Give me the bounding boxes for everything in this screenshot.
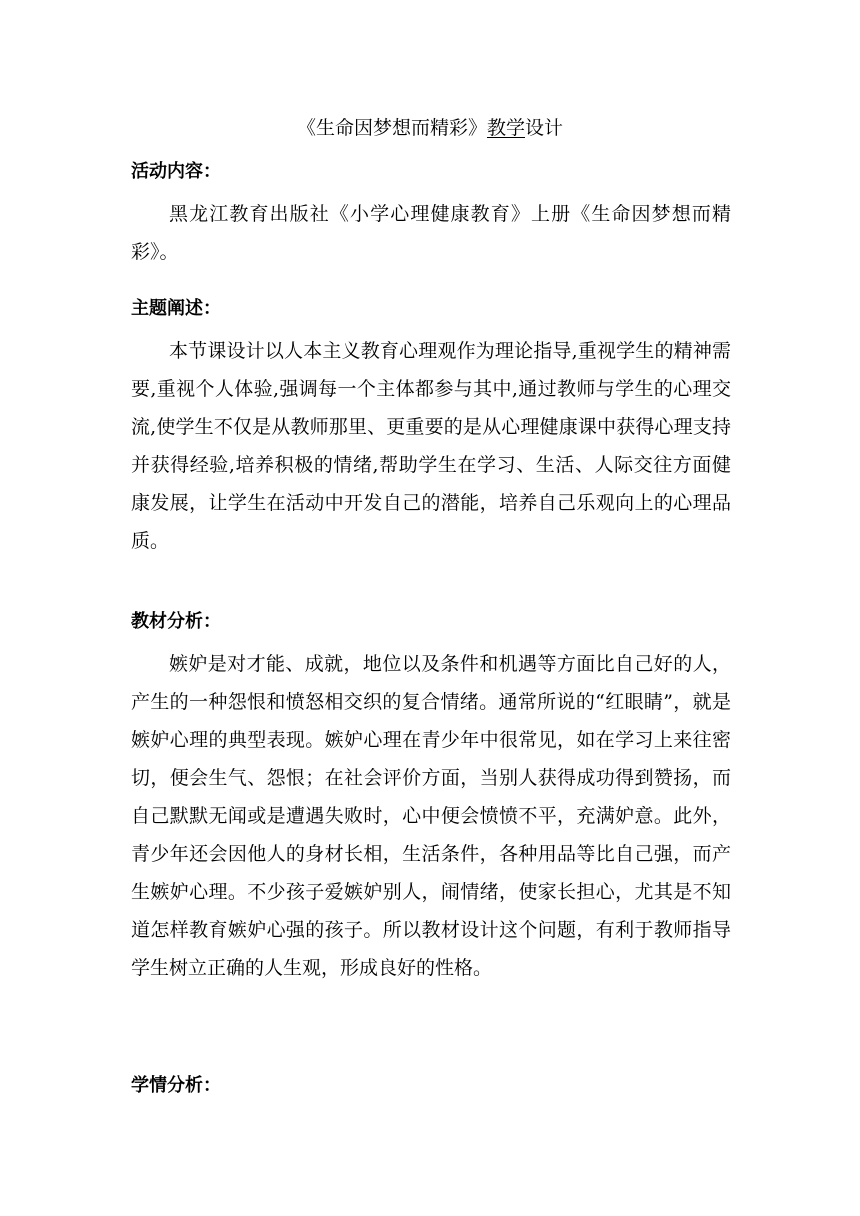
section-heading: 学情分析： bbox=[131, 1075, 221, 1096]
section-paragraph: 黑龙江教育出版社《小学心理健康教育》上册《生命因梦想而精彩》。 bbox=[131, 203, 731, 263]
section-activity-content bbox=[131, 158, 731, 271]
section-heading: 教材分析： bbox=[131, 611, 221, 632]
title-underlined-word: 教学 bbox=[486, 117, 525, 139]
title-suffix: 设计 bbox=[525, 117, 564, 139]
section-textbook-analysis bbox=[131, 608, 731, 987]
section-heading: 主题阐述： bbox=[131, 298, 221, 319]
section-heading: 活动内容： bbox=[131, 161, 221, 182]
section-paragraph: 嫉妒是对才能、成就，地位以及条件和机遇等方面比自己好的人，产生的一种怨恨和愤怒相交织的复合情绪。通常所说的“红眼睛”，就是嫉妒心理的典型表现。嫉妒心理在青少年中很常见，如在学习上来往密切，便会生气、怨恨；在社会评价方面，当别人获得成功得到赞扬，而自己默默无闻或是遭遇失败时，心中便会愤愤不平，充满妒意。此外，青少年还会因他人的身材长相，生活条件，各种用品等比自己强，而产生嫉妒心理。不少孩子爱嫉妒别人，闹情绪，使家长担心，尤其是不知道怎样教育嫉妒心强的孩子。所以教材设计这个问题，有利于教师指导学生树立正确的人生观，形成良好的性格。 bbox=[131, 653, 731, 979]
section-theme-statement bbox=[131, 295, 731, 560]
section-paragraph: 本节课设计以人本主义教育心理观作为理论指导,重视学生的精神需要,重视个人体验,强调每一个主体都参与其中,通过教师与学生的心理交流,使学生不仅是从教师那里、更重要的是从心理健康课中获得心理支持并获得经验,培养积极的情绪,帮助学生在学习、生活、人际交往方面健康发展，让学生在活动中开发自己的潜能，培养自己乐观向上的心理品质。 bbox=[131, 340, 731, 552]
title-prefix: 《生命因梦想而精彩》 bbox=[296, 117, 487, 139]
section-learner-analysis bbox=[131, 1072, 731, 1100]
document-title bbox=[0, 114, 860, 142]
